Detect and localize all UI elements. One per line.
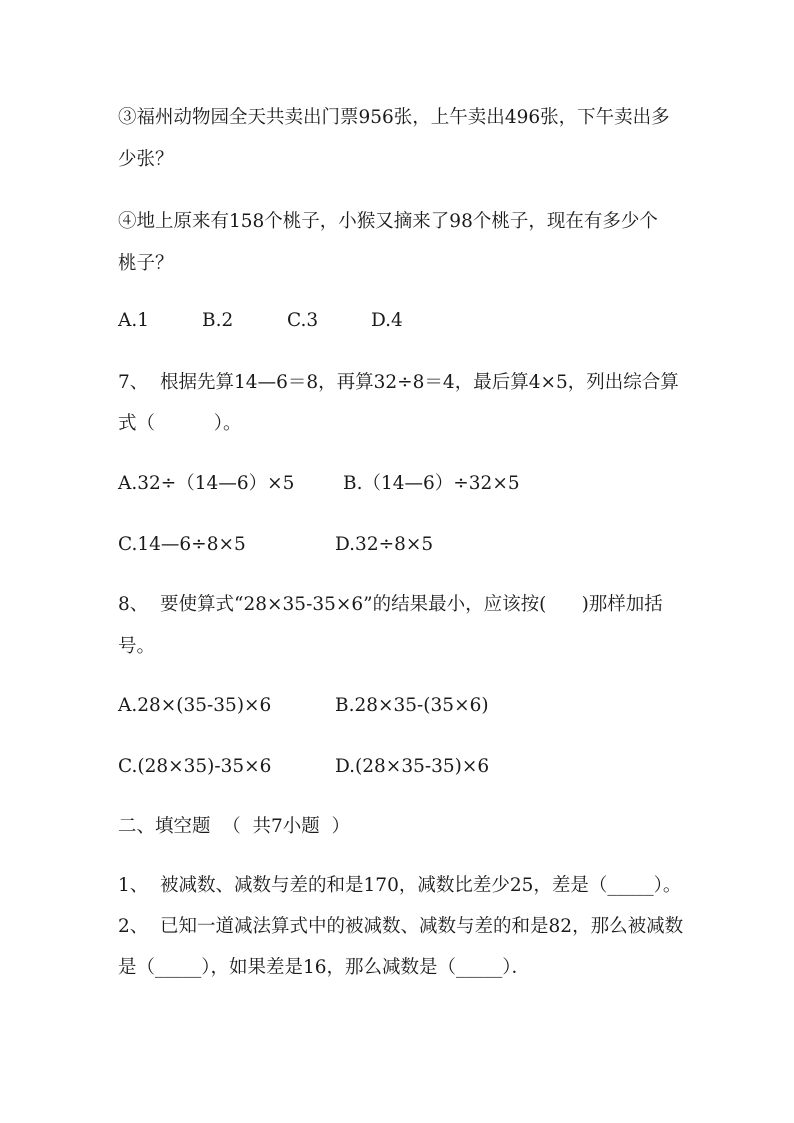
- fill-question-2-line-1: 2、 已知一道减法算式中的被减数、减数与差的和是82，那么被减数: [118, 916, 684, 937]
- question-6-option-a: A.1: [118, 310, 150, 331]
- question-7-line-1: 7、 根据先算14—6＝8，再算32÷8＝4，最后算4×5，列出综合算: [118, 372, 679, 393]
- question-8-option-a: A.28×(35-35)×6: [118, 695, 272, 716]
- fill-question-1: 1、 被减数、减数与差的和是170，减数比差少25，差是（_____）。: [118, 875, 682, 896]
- question-7-line-2: 式（ ）。: [118, 413, 242, 434]
- question-7-option-d: D.32÷8×5: [335, 534, 434, 555]
- question-7-option-a: A.32÷（14—6）×5: [118, 473, 295, 494]
- question-8-option-b: B.28×35-(35×6): [335, 695, 489, 716]
- question-6-option-d: D.4: [371, 310, 403, 331]
- section-heading: 二、填空题 （ 共7小题 ）: [118, 816, 351, 837]
- question-6-option-b: B.2: [202, 310, 234, 331]
- question-7-option-c: C.14—6÷8×5: [118, 534, 246, 555]
- question-6-option-c: C.3: [287, 310, 319, 331]
- fill-question-2-line-2: 是（_____），如果差是16，那么减数是（_____）．: [118, 957, 531, 978]
- question-4-line-1: ④地上原来有158个桃子，小猴又摘来了98个桃子，现在有多少个: [118, 211, 658, 232]
- question-8-line-2: 号。: [118, 636, 156, 657]
- question-8-option-d: D.(28×35-35)×6: [335, 756, 490, 777]
- question-8-option-c: C.(28×35)-35×6: [118, 756, 272, 777]
- question-3-line-2: 少张？: [118, 149, 174, 170]
- question-8-line-1: 8、 要使算式“28×35-35×6”的结果最小，应该按( )那样加括: [118, 594, 663, 615]
- question-4-line-2: 桃子？: [118, 253, 174, 274]
- question-7-option-b: B.（14—6）÷32×5: [343, 473, 520, 494]
- question-3-line-1: ③福州动物园全天共卖出门票956张，上午卖出496张，下午卖出多: [118, 107, 670, 128]
